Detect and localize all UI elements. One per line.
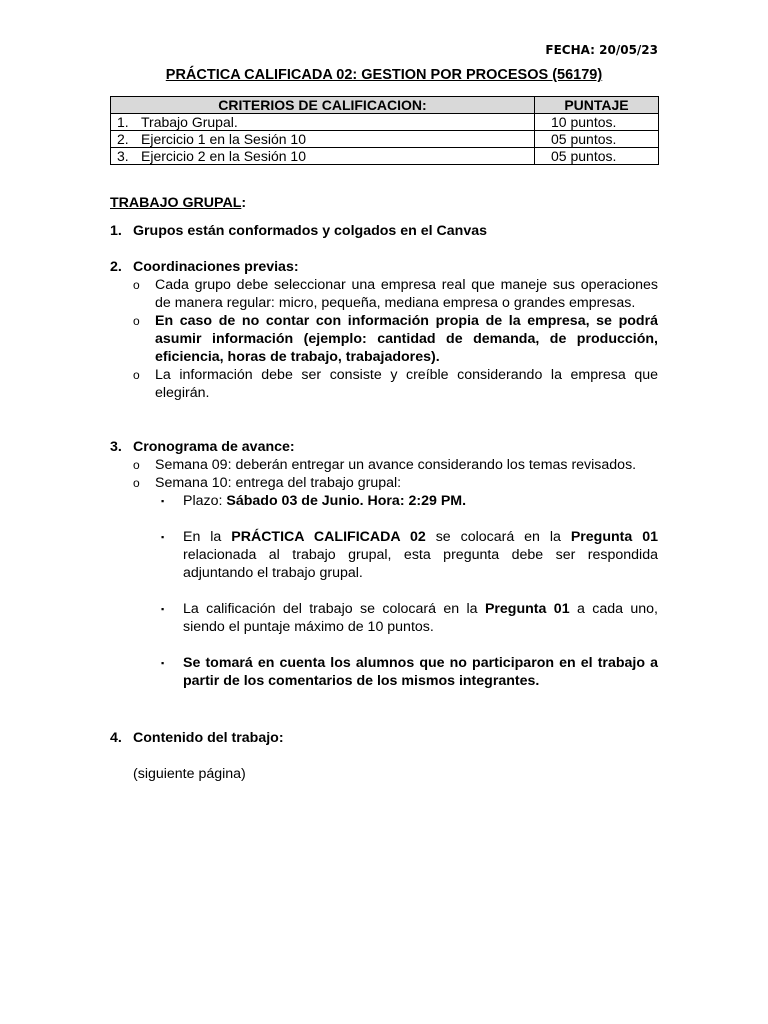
document-title: PRÁCTICA CALIFICADA 02: GESTION POR PROCESOS (56179): [165, 67, 603, 83]
item-title: Contenido del trabajo:: [133, 730, 284, 746]
item-1: [110, 222, 658, 240]
sub-text-bold: Pregunta 01: [570, 529, 658, 545]
grading-criteria-table: [110, 96, 659, 165]
criteria-header: CRITERIOS DE CALIFICACION:: [111, 97, 535, 114]
list-item: [110, 312, 658, 366]
criterion-points: 05 puntos.: [535, 148, 659, 165]
circle-bullet-icon: o: [133, 314, 140, 328]
section-heading: [110, 195, 246, 211]
sub-text: relacionada al trabajo grupal, esta pregunta debe ser respondida adjuntando el trabajo grupal.: [183, 547, 658, 581]
list-item: [110, 276, 658, 312]
item-4: [110, 729, 658, 783]
row-number: 2.: [111, 131, 140, 148]
section-heading-text: TRABAJO GRUPAL: [110, 195, 242, 211]
sub-list-item: [110, 654, 658, 690]
item-number: 3.: [110, 439, 122, 455]
sub-text-bold: Se tomará en cuenta los alumnos que no participaron en el trabajo a partir de los comentarios de los mismos integrantes.: [183, 655, 658, 689]
table-row: [111, 148, 659, 165]
table-header-row: [111, 97, 659, 114]
item-title: Cronograma de avance:: [133, 439, 295, 455]
bullet-text: La información debe ser consiste y creíble considerando la empresa que elegirán.: [155, 367, 658, 401]
square-bullet-icon: ▪: [161, 532, 165, 542]
circle-bullet-icon: o: [133, 278, 140, 292]
item-number: 2.: [110, 259, 122, 275]
criterion-points: 10 puntos.: [535, 114, 659, 131]
list-item: [110, 456, 658, 474]
sub-text: En la: [183, 529, 232, 545]
item-3: [110, 438, 658, 690]
table-row: [111, 131, 659, 148]
item-title: Coordinaciones previas:: [133, 259, 299, 275]
criterion-points: 05 puntos.: [535, 131, 659, 148]
list-item: [110, 366, 658, 402]
plazo-label: Plazo:: [183, 493, 227, 509]
date-label: FECHA: 20/05/23: [545, 43, 658, 57]
plazo-value: Sábado 03 de Junio. Hora: 2:29 PM.: [226, 493, 467, 509]
item-2: [110, 258, 658, 402]
bullet-text: Cada grupo debe seleccionar una empresa real que maneje sus operaciones de manera regular: micro, pequeña, mediana empresa o grandes empresas.: [155, 277, 658, 311]
circle-bullet-icon: o: [133, 368, 140, 382]
square-bullet-icon: ▪: [161, 658, 165, 668]
sub-list-item: [110, 600, 658, 636]
sub-text: se colocará en la: [425, 529, 571, 545]
circle-bullet-icon: o: [133, 476, 140, 490]
list-item: [110, 474, 658, 492]
item-title: Grupos están conformados y colgados en el Canvas: [133, 223, 487, 239]
item-number: 1.: [110, 223, 122, 239]
row-number: 3.: [111, 148, 140, 165]
sub-text-bold: PRÁCTICA CALIFICADA 02: [231, 529, 426, 545]
circle-bullet-icon: o: [133, 458, 140, 472]
square-bullet-icon: ▪: [161, 604, 165, 614]
sub-list-item: [110, 528, 658, 582]
section-heading-colon: :: [241, 195, 247, 211]
row-number: 1.: [111, 114, 140, 131]
item-number: 4.: [110, 730, 122, 746]
criterion-label: Ejercicio 2 en la Sesión 10: [139, 148, 535, 165]
footer-note: (siguiente página): [133, 766, 246, 782]
table-row: [111, 114, 659, 131]
sub-text: a cada uno, siendo el puntaje máximo de 10 puntos.: [183, 601, 658, 635]
bullet-text: Semana 09: deberán entregar un avance considerando los temas revisados.: [155, 457, 637, 473]
points-header: PUNTAJE: [535, 97, 659, 114]
sub-list-item: [110, 492, 658, 510]
criterion-label: Ejercicio 1 en la Sesión 10: [139, 131, 535, 148]
square-bullet-icon: ▪: [161, 496, 165, 506]
sub-text-bold: Pregunta 01: [484, 601, 570, 617]
bullet-text: Semana 10: entrega del trabajo grupal:: [155, 475, 402, 491]
bullet-text: En caso de no contar con información propia de la empresa, se podrá asumir información (ejemplo: cantidad de demanda, de producción, eficiencia, horas de trabajo, trabajadores).: [155, 313, 658, 365]
criterion-label: Trabajo Grupal.: [139, 114, 535, 131]
sub-text: La calificación del trabajo se colocará en la: [183, 601, 485, 617]
